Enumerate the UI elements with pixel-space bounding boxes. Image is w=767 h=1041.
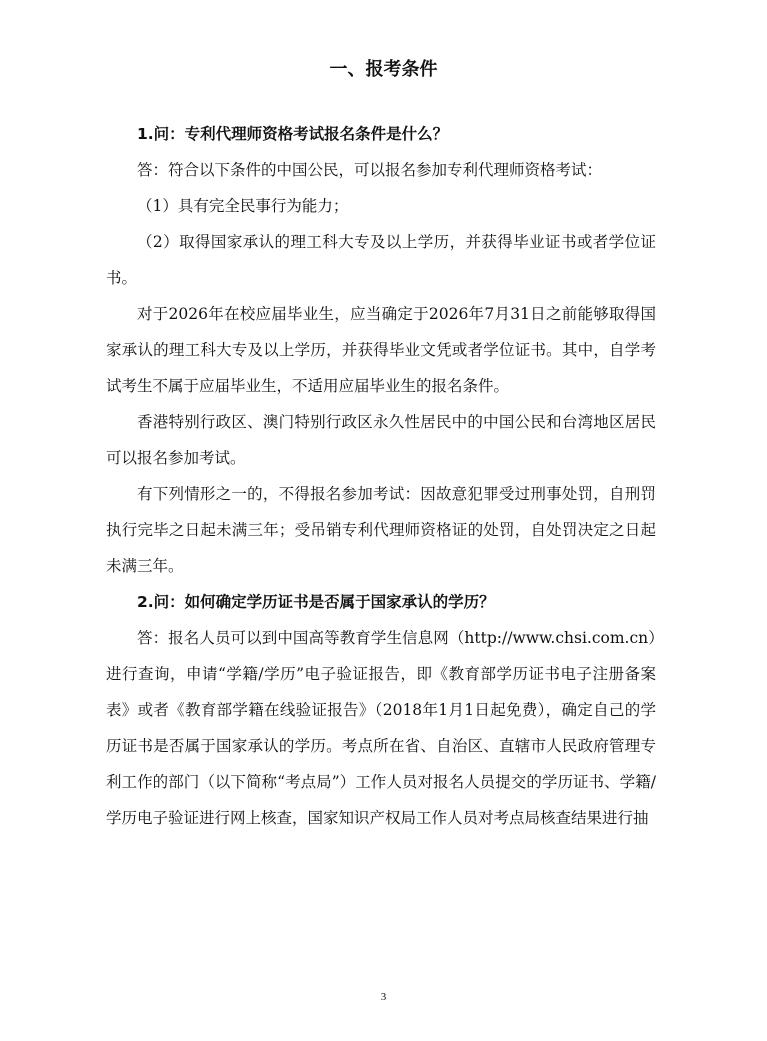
document-body [106, 116, 656, 836]
question-2: 2.问：如何确定学历证书是否属于国家承认的学历？ [137, 593, 495, 611]
section-title: 一、报考条件 [329, 59, 438, 80]
paragraph-exclusions: 有下列情形之一的，不得报名参加考试：因故意犯罪受过刑事处罚，自刑罚执行完毕之日起未满三年；受吊销专利代理师资格证的处罚，自处罚决定之日起未满三年。 [106, 485, 656, 575]
answer-2: 答：报名人员可以到中国高等教育学生信息网（http://www.chsi.com.cn）进行查询，申请“学籍/学历”电子验证报告，即《教育部学历证书电子注册备案表》或者《教育部学籍在线验证报告》（2018年1月1日起免费），确定自己的学历证书是否属于国家承认的学历。考点所在省、自治区、直辖市人民政府管理专利工作的部门（以下简称“考点局”）工作人员对报名人员提交的学历证书、学籍/学历电子验证进行网上核查，国家知识产权局工作人员对考点局核查结果进行抽 [106, 629, 656, 827]
condition-2: （2）取得国家承认的理工科大专及以上学历，并获得毕业证书或者学位证书。 [106, 233, 656, 287]
condition-1: （1）具有完全民事行为能力； [137, 197, 349, 215]
page-number: 3 [380, 991, 387, 1003]
paragraph-graduates: 对于2026年在校应届毕业生，应当确定于2026年7月31日之前能够取得国家承认的理工科大专及以上学历，并获得毕业文凭或者学位证书。其中，自学考试考生不属于应届毕业生，不适用应届毕业生的报名条件。 [106, 305, 656, 395]
paragraph-hk-macao-tw: 香港特别行政区、澳门特别行政区永久性居民中的中国公民和台湾地区居民可以报名参加考试。 [106, 413, 656, 467]
answer-1-intro: 答：符合以下条件的中国公民，可以报名参加专利代理师资格考试： [137, 161, 603, 179]
question-1: 1.问：专利代理师资格考试报名条件是什么？ [137, 125, 449, 143]
